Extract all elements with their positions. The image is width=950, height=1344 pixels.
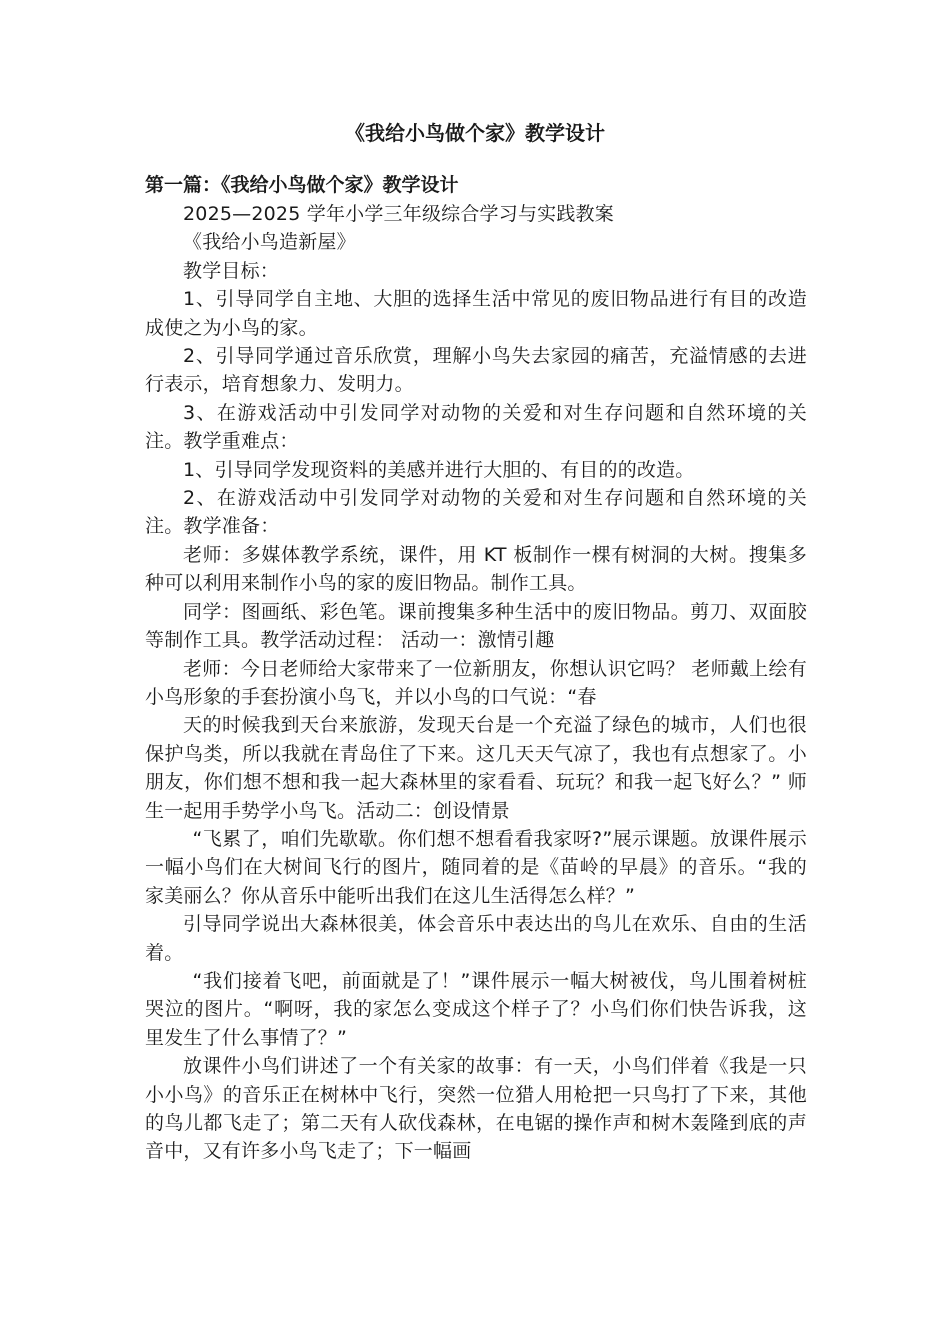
paragraph: 引导同学说出大森林很美，体会音乐中表达出的鸟儿在欢乐、自由的生活着。 [145,913,807,964]
paragraph: “飞累了，咱们先歇歇。你们想不想看看我家呀?”展示课题。放课件展示一幅小鸟们在大树间飞行的图片，随同着的是《苗岭的早晨》的音乐。“我的家美丽么？你从音乐中能听出我们在这儿生活得怎么样？” [145,827,807,907]
document-title: 《我给小鸟做个家》教学设计 [345,121,605,145]
section-heading: 第一篇：《我给小鸟做个家》教学设计 [145,174,459,196]
paragraph: 1、引导同学发现资料的美感并进行大胆的、有目的的改造。 [183,458,695,481]
paragraph: 3、在游戏活动中引发同学对动物的关爱和对生存问题和自然环境的关注。教学重难点： [145,401,807,453]
paragraph: 1、引导同学自主地、大胆的选择生活中常见的废旧物品进行有目的改造成使之为小鸟的家。 [145,288,807,339]
paragraph: 2、引导同学通过音乐欣赏，理解小鸟失去家园的痛苦，充溢情感的去进行表示，培育想象力、发明力。 [145,345,807,396]
paragraph: 老师：今日老师给大家带来了一位新朋友，你想认识它吗？ 老师戴上绘有小鸟形象的手套扮演小鸟飞，并以小鸟的口气说：“春 [145,657,807,708]
paragraph: “我们接着飞吧，前面就是了！”课件展示一幅大树被伐，鸟儿围着树桩哭泣的图片。“啊呀，我的家怎么变成这个样子了？小鸟们你们快告诉我，这里发生了什么事情了？” [145,969,807,1049]
paragraph: 同学：图画纸、彩色笔。课前搜集多种生活中的废旧物品。剪刀、双面胶等制作工具。教学活动过程： 活动一：激情引趣 [145,600,807,652]
paragraph: 2025—2025 学年小学三年级综合学习与实践教案 [183,203,614,225]
paragraph: 教学目标： [183,259,280,282]
paragraph: 老师：多媒体教学系统，课件，用 KT 板制作一棵有树洞的大树。搜集多种可以利用来制作小鸟的家的废旧物品。制作工具。 [145,543,807,595]
paragraph: 放课件小鸟们讲述了一个有关家的故事：有一天，小鸟们伴着《我是一只小小鸟》的音乐正在树林中飞行，突然一位猎人用枪把一只鸟打了下来，其他的鸟儿都飞走了；第二天有人砍伐森林，在电锯的操作声和树木轰隆到底的声音中，又有许多小鸟飞走了；下一幅画 [145,1055,807,1163]
paragraph: 天的时候我到天台来旅游，发现天台是一个充溢了绿色的城市，人们也很保护鸟类，所以我就在青岛住了下来。这几天天气凉了，我也有点想家了。小朋友，你们想不想和我一起大森林里的家看看、玩玩？和我一起飞好么？” 师生一起用手势学小鸟飞。活动二：创设情景 [145,714,807,822]
paragraph: 2、在游戏活动中引发同学对动物的关爱和对生存问题和自然环境的关注。教学准备： [145,487,807,538]
document-body [145,200,807,1166]
paragraph: 《我给小鸟造新屋》 [183,231,356,254]
